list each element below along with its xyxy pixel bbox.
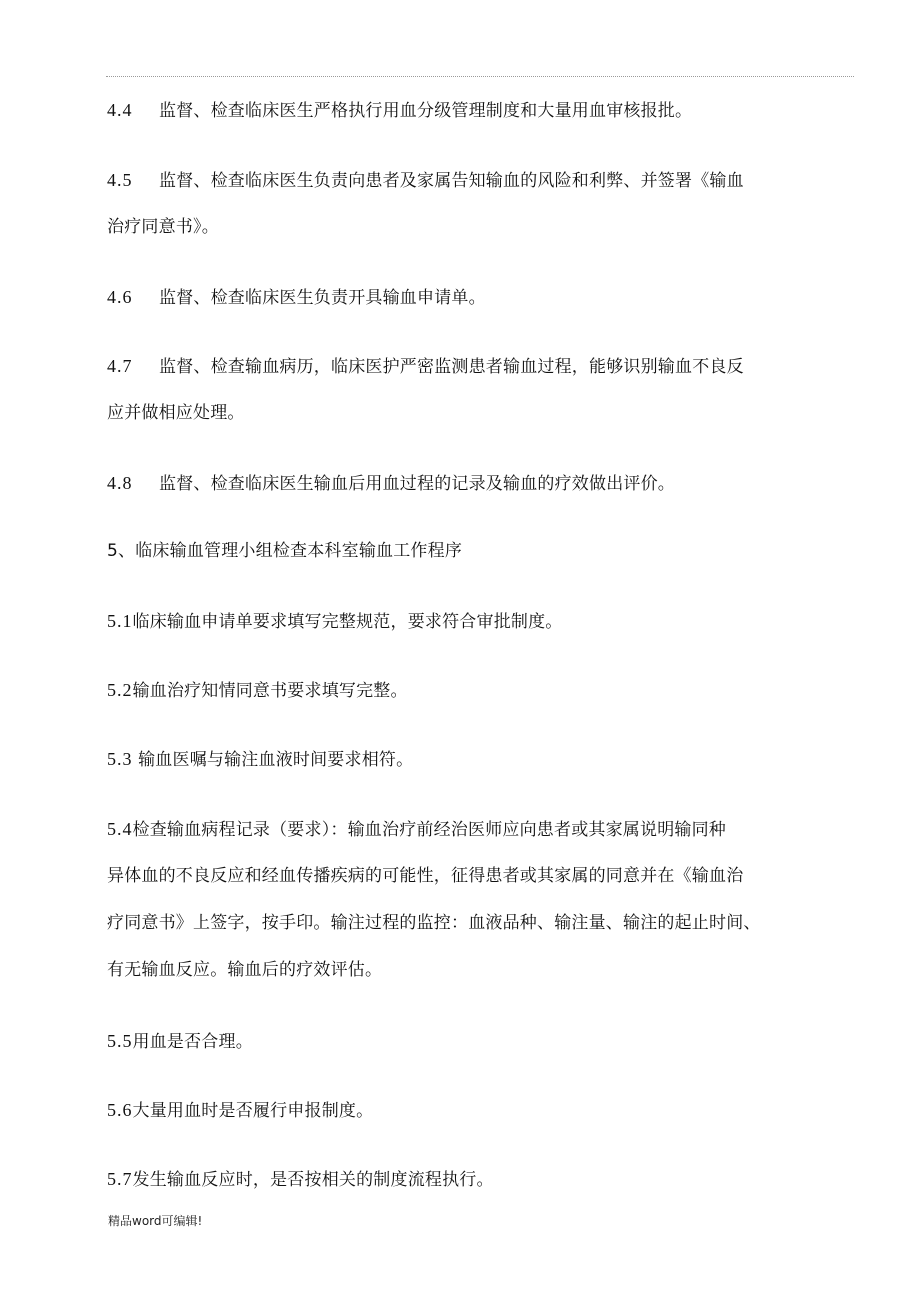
paragraph-text: 检查输血病程记录（要求）：输血治疗前经治医师应向患者或其家属说明输同种 xyxy=(132,820,726,840)
paragraph-text: 临床输血申请单要求填写完整规范，要求符合审批制度。 xyxy=(132,612,563,632)
paragraph-4-6 xyxy=(107,285,486,310)
section-number: 5.2 xyxy=(107,680,133,700)
section-number: 4.6 xyxy=(107,287,133,307)
paragraph-4-8 xyxy=(107,471,675,496)
paragraph-text: 应并做相应处理。 xyxy=(107,403,245,423)
paragraph-5-4-line-3 xyxy=(107,911,761,935)
header-divider xyxy=(106,76,854,77)
section-number: 4.4 xyxy=(107,100,133,120)
section-5-heading xyxy=(107,539,462,563)
section-number: 4.7 xyxy=(107,356,133,376)
paragraph-text: 输血治疗知情同意书要求填写完整。 xyxy=(132,681,408,701)
section-number: 5.3 xyxy=(107,749,133,769)
paragraph-5-5 xyxy=(107,1029,253,1054)
heading-text: 5、临床输血管理小组检查本科室输血工作程序 xyxy=(107,541,463,561)
paragraph-text: 监督、检查临床医生输血后用血过程的记录及输血的疗效做出评价。 xyxy=(159,474,675,494)
paragraph-text: 大量用血时是否履行申报制度。 xyxy=(132,1101,374,1121)
paragraph-text: 有无输血反应。输血后的疗效评估。 xyxy=(107,960,383,980)
paragraph-5-2 xyxy=(107,678,408,703)
paragraph-text: 异体血的不良反应和经血传播疾病的可能性，征得患者或其家属的同意并在《输血治 xyxy=(107,866,744,886)
paragraph-5-7 xyxy=(107,1167,494,1192)
paragraph-5-4-line-2 xyxy=(107,864,743,888)
paragraph-text: 监督、检查临床医生严格执行用血分级管理制度和大量用血审核报批。 xyxy=(159,101,693,121)
paragraph-text: 监督、检查输血病历，临床医护严密监测患者输血过程，能够识别输血不良反 xyxy=(159,357,744,377)
paragraph-text: 监督、检查临床医生负责开具输血申请单。 xyxy=(159,288,486,308)
paragraph-5-6 xyxy=(107,1098,373,1123)
paragraph-4-5 xyxy=(107,168,744,193)
paragraph-4-7 xyxy=(107,354,744,379)
paragraph-text: 用血是否合理。 xyxy=(132,1032,253,1052)
section-number: 4.5 xyxy=(107,170,133,190)
paragraph-5-4 xyxy=(107,817,726,842)
paragraph-4-5-continuation xyxy=(107,215,219,239)
section-number: 5.1 xyxy=(107,611,133,631)
paragraph-5-3 xyxy=(107,747,413,772)
paragraph-text: 疗同意书》上签字，按手印。输注过程的监控：血液品种、输注量、输注的起止时间、 xyxy=(107,913,761,933)
paragraph-5-4-line-4 xyxy=(107,958,382,982)
paragraph-5-1 xyxy=(107,609,563,634)
paragraph-text: 发生输血反应时，是否按相关的制度流程执行。 xyxy=(132,1170,494,1190)
page-footer: 精品word可编辑! xyxy=(108,1214,203,1228)
section-number: 5.4 xyxy=(107,819,133,839)
paragraph-text: 监督、检查临床医生负责向患者及家属告知输血的风险和利弊、并签署《输血 xyxy=(159,171,744,191)
paragraph-text: 治疗同意书》。 xyxy=(107,217,219,237)
paragraph-4-7-continuation xyxy=(107,401,245,425)
section-number: 5.7 xyxy=(107,1169,133,1189)
paragraph-text: 输血医嘱与输注血液时间要求相符。 xyxy=(132,750,414,770)
section-number: 5.6 xyxy=(107,1100,133,1120)
paragraph-4-4 xyxy=(107,98,692,123)
section-number: 5.5 xyxy=(107,1031,133,1051)
section-number: 4.8 xyxy=(107,473,133,493)
